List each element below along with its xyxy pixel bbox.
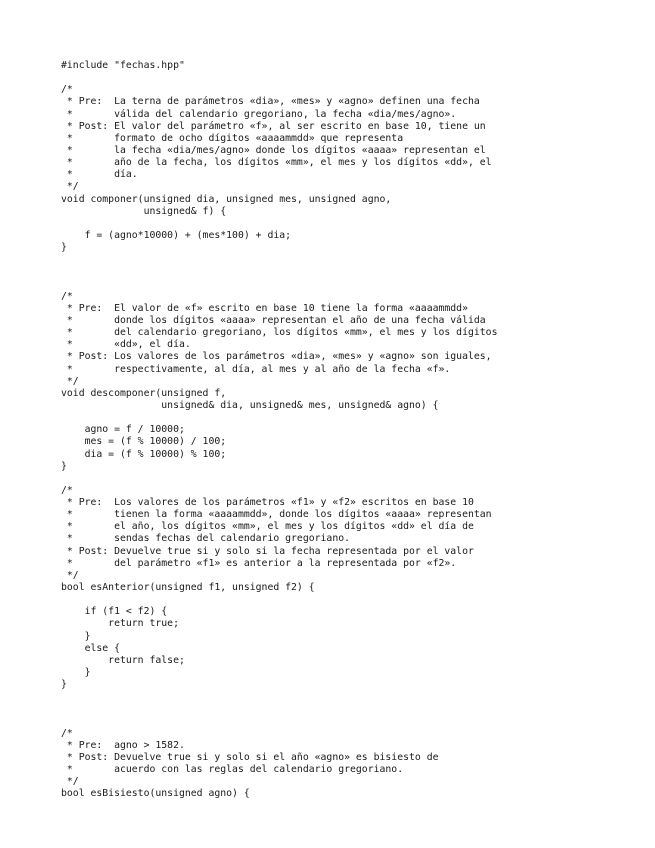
code-line: * Post: Devuelve true si y solo si la fecha representada por el valor (61, 545, 474, 557)
code-line: */ (61, 776, 79, 788)
code-line: * formato de ocho dígitos «aaaammdd» que representa (61, 132, 404, 144)
code-line: * Pre: agno > 1582. (61, 739, 185, 751)
code-line: * Post: El valor del parámetro «f», al ser escrito en base 10, tiene un (61, 120, 486, 132)
code-line (61, 266, 497, 278)
code-line: * válida del calendario gregoriano, la fecha «dia/mes/agno». (61, 108, 457, 120)
code-line: */ (61, 569, 79, 581)
code-line (61, 254, 497, 266)
code-line: unsigned& f) { (61, 205, 227, 217)
code-line (61, 473, 497, 485)
code-line: * acuerdo con las reglas del calendario gregoriano. (61, 764, 404, 776)
code-line (61, 218, 497, 230)
code-line (61, 594, 497, 606)
code-line (61, 72, 497, 84)
code-line: * del calendario gregoriano, los dígitos «mm», el mes y los dígitos (61, 327, 498, 339)
code-line: /* (61, 727, 73, 739)
code-line: if (f1 < f2) { (61, 606, 168, 618)
code-line: } (61, 679, 67, 691)
code-line: } (61, 242, 67, 254)
code-line: mes = (f % 10000) / 100; (61, 436, 227, 448)
code-line: dia = (f % 10000) % 100; (61, 448, 227, 460)
code-line: * donde los dígitos «aaaa» representan el año de una fecha válida (61, 314, 486, 326)
code-line: */ (61, 375, 79, 387)
code-line: * Pre: Los valores de los parámetros «f1» y «f2» escritos en base 10 (61, 497, 474, 509)
code-line: f = (agno*10000) + (mes*100) + dia; (61, 229, 292, 241)
code-line: * día. (61, 169, 138, 181)
code-line: return false; (61, 654, 185, 666)
code-line: * respectivamente, al día, al mes y al año de la fecha «f». (61, 363, 451, 375)
code-line: * año de la fecha, los dígitos «mm», el mes y los dígitos «dd», el (61, 157, 492, 169)
code-line: else { (61, 642, 120, 654)
code-line (61, 691, 497, 703)
code-line: * Pre: El valor de «f» escrito en base 10 tiene la forma «aaaammdd» (61, 302, 468, 314)
code-line (61, 279, 497, 291)
code-line (61, 703, 497, 715)
code-line (61, 412, 497, 424)
code-line: void descomponer(unsigned f, (61, 387, 227, 399)
code-line: * el año, los dígitos «mm», el mes y los dígitos «dd» el día de (61, 521, 474, 533)
code-line: bool esBisiesto(unsigned agno) { (61, 788, 250, 800)
code-line: * sendas fechas del calendario gregoriano. (61, 533, 351, 545)
code-line: #include "fechas.hpp" (61, 60, 185, 71)
code-line: void componer(unsigned dia, unsigned mes, unsigned agno, (61, 193, 392, 205)
code-line: */ (61, 181, 79, 193)
code-line: /* (61, 484, 73, 496)
code-line: /* (61, 84, 73, 96)
code-line: } (61, 630, 91, 642)
code-line: } (61, 667, 91, 679)
code-line (61, 716, 497, 728)
code-line: * la fecha «dia/mes/agno» donde los dígitos «aaaa» representan el (61, 144, 486, 156)
source-code-listing (61, 60, 497, 801)
code-line: * tienen la forma «aaaammdd», donde los dígitos «aaaa» representan (61, 509, 492, 521)
code-line: unsigned& dia, unsigned& mes, unsigned& agno) { (61, 399, 439, 411)
code-line: * «dd», el día. (61, 339, 191, 351)
code-line: * Post: Los valores de los parámetros «dia», «mes» y «agno» son iguales, (61, 351, 492, 363)
code-line: } (61, 460, 67, 472)
code-line: return true; (61, 618, 179, 630)
code-line: * Post: Devuelve true si y solo si el año «agno» es bisiesto de (61, 752, 439, 764)
code-line: agno = f / 10000; (61, 424, 185, 436)
code-line: * Pre: La terna de parámetros «dia», «mes» y «agno» definen una fecha (61, 96, 480, 108)
code-line: * del parámetro «f1» es anterior a la representada por «f2». (61, 557, 457, 569)
code-line: bool esAnterior(unsigned f1, unsigned f2) { (61, 582, 315, 594)
code-line: /* (61, 290, 73, 302)
